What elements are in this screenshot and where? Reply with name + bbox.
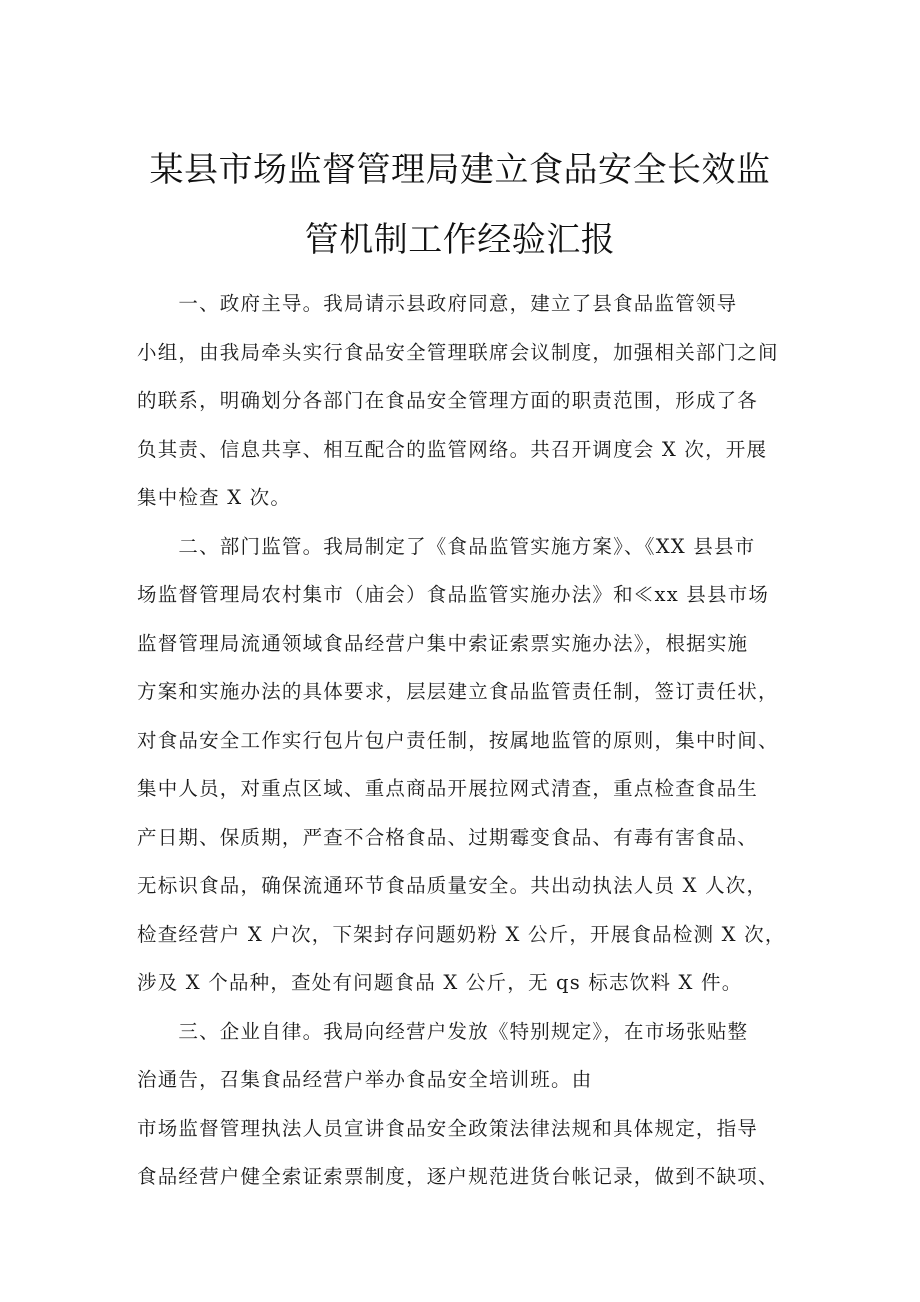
body-line: 食品经营户健全索证索票制度，逐户规范进货台帐记录，做到不缺项、	[137, 1165, 779, 1188]
body-line: 集中检查 X 次。	[137, 486, 292, 509]
body-line: 三、企业自律。我局向经营户发放《特别规定》，在市场张贴整	[137, 1019, 749, 1043]
document-title-line-2: 管机制工作经验汇报	[304, 220, 616, 260]
body-line: 小组，由我局牵头实行食品安全管理联席会议制度，加强相关部门之间	[137, 340, 779, 364]
body-line: 无标识食品，确保流通环节食品质量安全。共出动执法人员 X 人次，	[137, 874, 768, 897]
body-line: 的联系，明确划分各部门在食品安全管理方面的职责范围，形成了各	[137, 389, 759, 412]
body-line: 集中人员，对重点区域、重点商品开展拉网式清查，重点检查食品生	[137, 777, 759, 800]
body-line: 一、政府主导。我局请示县政府同意，建立了县食品监管领导	[137, 292, 738, 315]
body-line: 检查经营户 X 户次，下架封存问题奶粉 X 公斤，开展食品检测 X 次，	[137, 922, 786, 946]
body-line: 监督管理局流通领域食品经营户集中索证索票实施办法》，根据实施	[137, 631, 749, 655]
body-line: 治通告，召集食品经营户举办食品安全培训班。由	[137, 1068, 593, 1091]
body-line: 对食品安全工作实行包片包户责任制，按属地监管的原则，集中时间、	[137, 728, 779, 752]
document-title-line-1: 某县市场监督管理局建立食品安全长效监	[149, 150, 771, 190]
document-body	[137, 280, 797, 1202]
body-line: 负其责、信息共享、相互配合的监管网络。共召开调度会 X 次，开展	[137, 437, 768, 461]
body-line: 市场监督管理执法人员宣讲食品安全政策法律法规和具体规定，指导	[137, 1116, 759, 1140]
body-line: 二、部门监管。我局制定了《食品监管实施方案》、《XX 县县市	[137, 534, 756, 558]
body-line: 场监督管理局农村集市（庙会）食品监管实施办法》和≪xx 县县市场	[137, 583, 770, 606]
body-line: 方案和实施办法的具体要求，层层建立食品监管责任制，签订责任状，	[137, 680, 779, 703]
body-line: 产日期、保质期，严查不合格食品、过期霉变食品、有毒有害食品、	[137, 825, 759, 849]
body-line: 涉及 X 个品种，查处有问题食品 X 公斤，无 qs 标志饮料 X 件。	[137, 971, 743, 994]
